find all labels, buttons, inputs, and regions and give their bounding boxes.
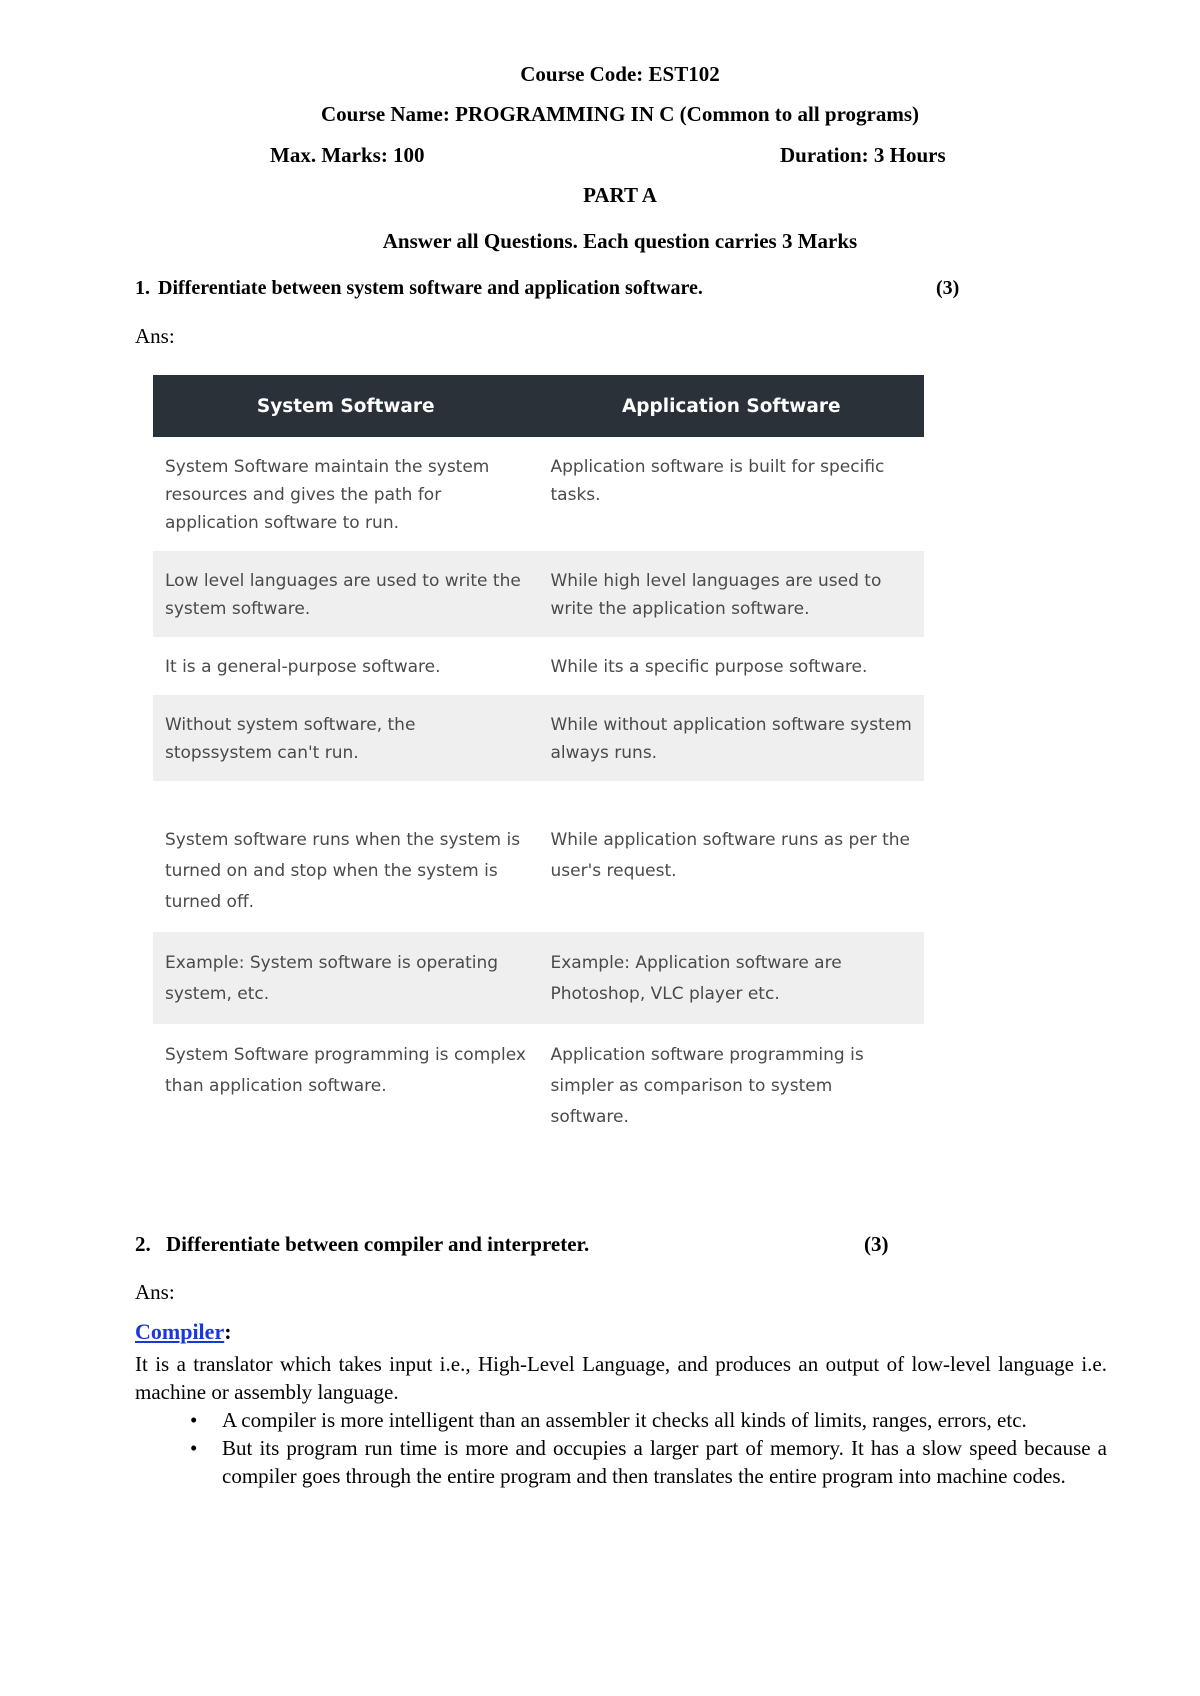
table-cell: System Software maintain the system resources and gives the path for application software to run.: [165, 457, 490, 533]
q1-number: 1.: [135, 277, 150, 299]
compiler-bullet-list: [190, 1406, 1107, 1490]
max-marks: Max. Marks: 100: [270, 143, 425, 167]
table-cell: While its a specific purpose software.: [550, 657, 868, 677]
q2-ans-label: Ans:: [135, 1280, 175, 1304]
table-cell: Low level languages are used to write the system software.: [153, 551, 539, 637]
table-row: [153, 437, 924, 551]
course-code: Course Code: EST102: [520, 62, 720, 86]
q1-text: Differentiate between system software and application software.: [158, 277, 703, 299]
table-cell: Example: System software is operating system, etc.: [153, 932, 539, 1024]
table-cell: Example: Application software are Photoshop, VLC player etc.: [539, 932, 925, 1024]
list-item: [190, 1406, 1107, 1434]
q2-marks: (3): [864, 1232, 889, 1256]
table-cell: While without application software system always runs.: [539, 695, 925, 781]
table-header-application: Application Software: [539, 375, 925, 437]
table-cell: It is a general-purpose software.: [165, 657, 441, 677]
table-cell: Application software programming is simpler as comparison to system software.: [550, 1045, 864, 1127]
table-cell: Without system software, the stopssystem can't run.: [153, 695, 539, 781]
compiler-link[interactable]: Compiler: [135, 1319, 225, 1344]
q1-ans-label: Ans:: [135, 324, 175, 348]
comparison-table: [153, 375, 924, 1147]
table-row: [153, 781, 924, 932]
q1-marks: (3): [936, 277, 960, 299]
table-cell: System software runs when the system is turned on and stop when the system is turned off.: [165, 830, 521, 912]
list-item: [190, 1434, 1107, 1490]
duration: Duration: 3 Hours: [780, 143, 946, 167]
table-row: [153, 637, 924, 695]
table-header-system: System Software: [153, 375, 539, 437]
bullet-icon: •: [190, 1408, 198, 1432]
compiler-description: It is a translator which takes input i.e., High-Level Language, and produces an output of low-level language i.e. machine or assembly language.: [135, 1352, 1107, 1404]
table-cell: While high level languages are used to write the application software.: [539, 551, 925, 637]
table-header-row: [153, 375, 924, 437]
compiler-heading: [135, 1319, 232, 1345]
bullet-text: A compiler is more intelligent than an assembler it checks all kinds of limits, ranges, errors, etc.: [222, 1408, 1027, 1432]
table-row: [153, 932, 924, 1024]
course-name: Course Name: PROGRAMMING IN C (Common to all programs): [320, 102, 920, 126]
table-cell: Application software is built for specific tasks.: [550, 457, 885, 505]
bullet-icon: •: [190, 1436, 198, 1460]
part-heading: PART A: [583, 183, 657, 207]
table-row: [153, 695, 924, 781]
table-cell: System Software programming is complex than application software.: [165, 1045, 526, 1096]
table-row: [153, 551, 924, 637]
bullet-text: But its program run time is more and occupies a larger part of memory. It has a slow speed because a compiler goes through the entire program and then translates the entire program into machine codes.: [222, 1436, 1107, 1488]
q2-number: 2.: [135, 1232, 151, 1256]
table-row: [153, 1024, 924, 1147]
compiler-colon: :: [224, 1319, 232, 1344]
table-cell: While application software runs as per the user's request.: [550, 830, 910, 881]
instruction: Answer all Questions. Each question carries 3 Marks: [382, 229, 858, 253]
q2-text: Differentiate between compiler and interpreter.: [166, 1232, 590, 1256]
